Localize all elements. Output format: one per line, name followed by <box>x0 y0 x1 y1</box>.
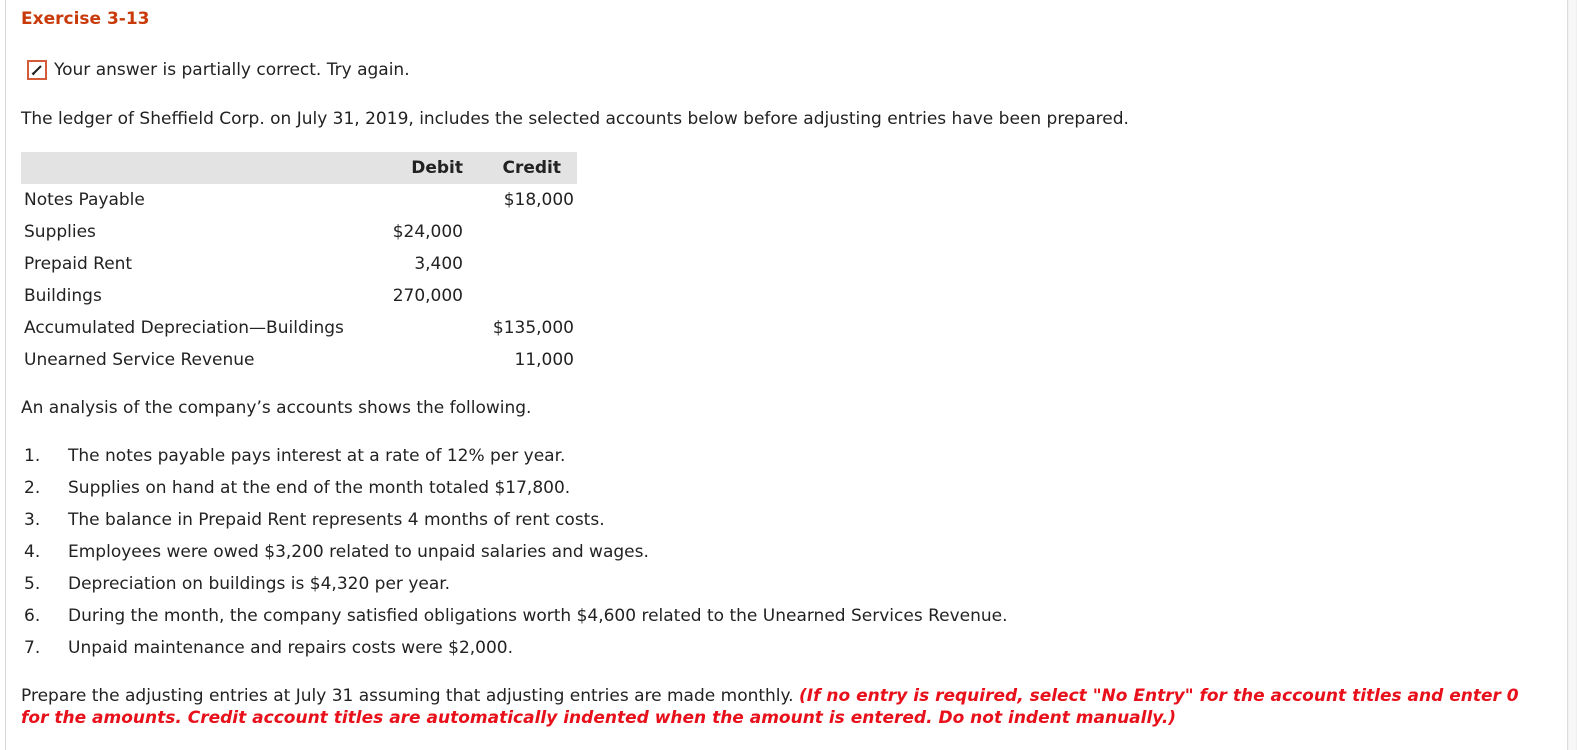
list-item <box>21 568 1008 600</box>
credit-value: 11,000 <box>514 350 574 370</box>
left-border <box>5 0 6 750</box>
analysis-intro: An analysis of the company’s accounts shows the following. <box>21 398 532 418</box>
ledger-header-row <box>21 152 577 184</box>
table-row <box>21 344 577 376</box>
account-name: Unearned Service Revenue <box>24 350 255 370</box>
account-name: Supplies <box>24 222 96 242</box>
instructions-note: (If no entry is required, select "No Entry" for the account titles and enter 0 for the amounts. Credit account titles are automatically indented when the amount is entered. Do not indent manually.) <box>21 686 1519 728</box>
item-number: 3. <box>24 510 41 530</box>
analysis-list <box>21 440 1008 664</box>
ledger-table <box>21 152 577 376</box>
item-text: The balance in Prepaid Rent represents 4 months of rent costs. <box>68 510 605 530</box>
debit-value <box>388 312 463 344</box>
credit-value <box>463 216 577 248</box>
status-message: Your answer is partially correct. Try again. <box>54 60 410 80</box>
list-item <box>21 632 1008 664</box>
item-text: Employees were owed $3,200 related to unpaid salaries and wages. <box>68 542 649 562</box>
item-text: Supplies on hand at the end of the month totaled $17,800. <box>68 478 571 498</box>
credit-value: $135,000 <box>492 318 574 338</box>
item-number: 1. <box>24 446 41 466</box>
table-row <box>21 216 577 248</box>
account-name: Prepaid Rent <box>24 254 133 274</box>
scrollbar-thumb[interactable] <box>1569 0 1576 750</box>
debit-value <box>388 184 463 216</box>
list-item <box>21 472 1008 504</box>
account-name: Accumulated Depreciation—Buildings <box>24 318 344 338</box>
instructions-text: Prepare the adjusting entries at July 31 assuming that adjusting entries are made monthly. <box>21 686 794 706</box>
table-row <box>21 184 577 216</box>
item-number: 6. <box>24 606 41 626</box>
account-header <box>21 152 388 184</box>
list-item <box>21 600 1008 632</box>
credit-value <box>463 280 577 312</box>
item-text: The notes payable pays interest at a rate of 12% per year. <box>68 446 566 466</box>
credit-value: $18,000 <box>503 190 574 210</box>
credit-value <box>463 248 577 280</box>
item-text: Depreciation on buildings is $4,320 per year. <box>68 574 451 594</box>
table-row <box>21 312 577 344</box>
debit-value: 270,000 <box>392 286 463 306</box>
instructions <box>21 685 1551 729</box>
item-text: During the month, the company satisfied obligations worth $4,600 related to the Unearned Services Revenue. <box>68 606 1008 626</box>
answer-status <box>27 58 410 82</box>
account-name: Buildings <box>24 286 102 306</box>
account-name: Notes Payable <box>24 190 145 210</box>
exercise-title: Exercise 3-13 <box>21 9 150 29</box>
debit-value: $24,000 <box>392 222 463 242</box>
table-row <box>21 280 577 312</box>
scrollbar[interactable] <box>1567 0 1577 750</box>
debit-value: 3,400 <box>414 254 463 274</box>
debit-header: Debit <box>411 158 463 178</box>
list-item <box>21 504 1008 536</box>
table-row <box>21 248 577 280</box>
pencil-icon <box>27 60 47 80</box>
item-text: Unpaid maintenance and repairs costs were $2,000. <box>68 638 514 658</box>
debit-value <box>388 344 463 376</box>
intro-text: The ledger of Sheffield Corp. on July 31, 2019, includes the selected accounts below before adjusting entries have been prepared. <box>21 109 1129 129</box>
item-number: 4. <box>24 542 41 562</box>
list-item <box>21 536 1008 568</box>
list-item <box>21 440 1008 472</box>
item-number: 7. <box>24 638 41 658</box>
item-number: 5. <box>24 574 41 594</box>
item-number: 2. <box>24 478 41 498</box>
credit-header: Credit <box>502 158 561 178</box>
